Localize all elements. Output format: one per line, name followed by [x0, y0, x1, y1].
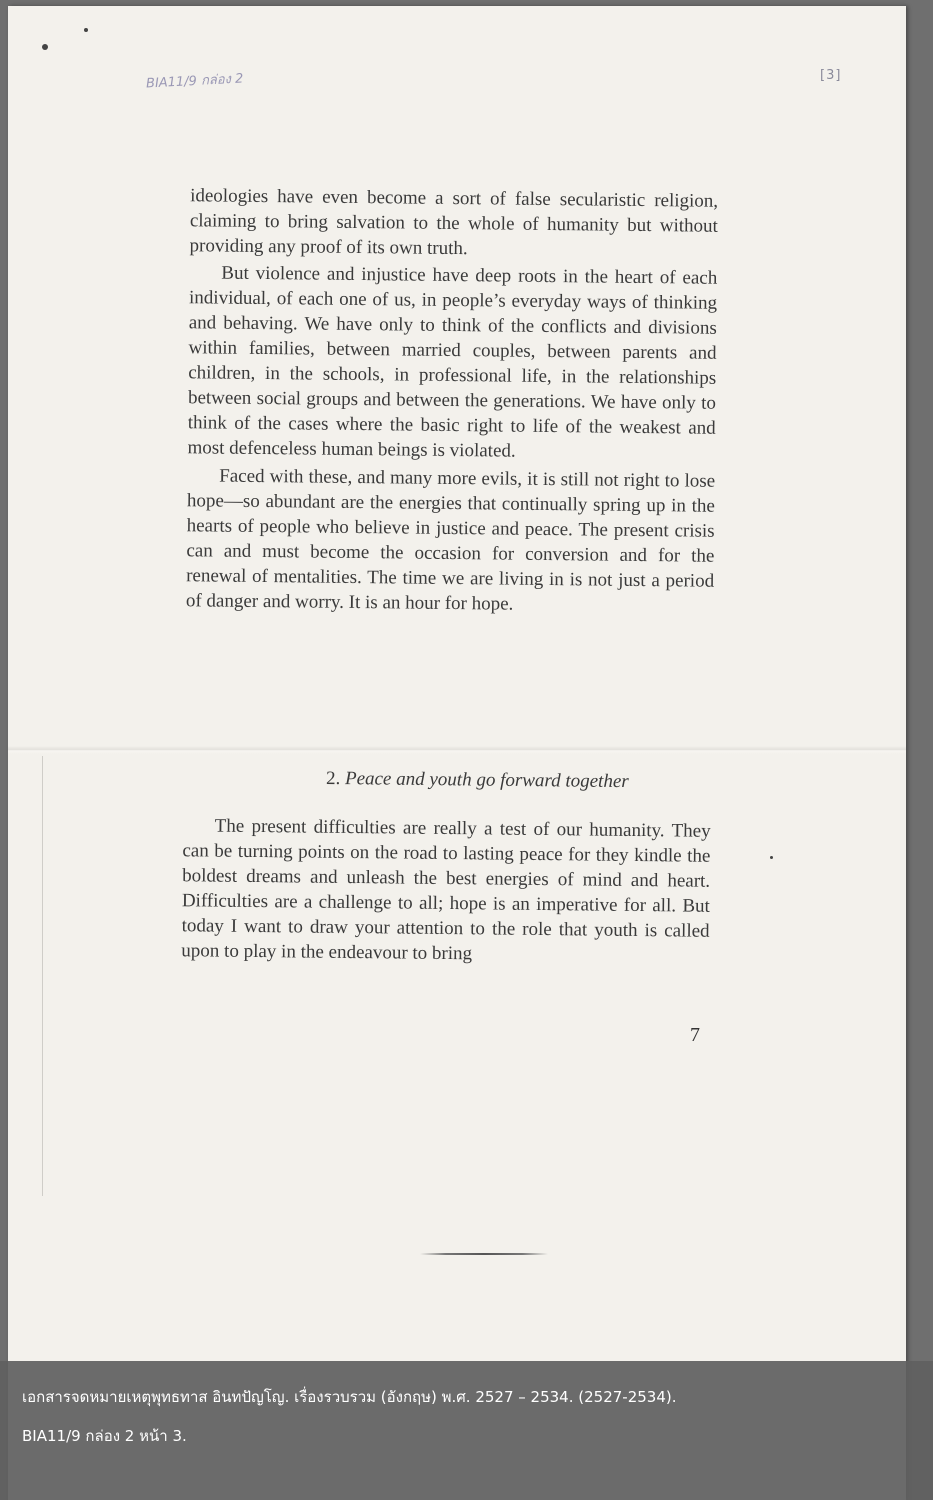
caption-reference: BIA11/9 กล่อง 2 หน้า 3.: [22, 1427, 187, 1445]
handwritten-archive-reference: BIA11/9 กล่อง 2: [145, 71, 244, 92]
section-title: Peace and youth go forward together: [344, 768, 629, 793]
body-text-top: [186, 183, 718, 619]
paragraph: But violence and injustice have deep roots in the heart of each individual, of each one of us, in people’s everyday ways of thinking and behaving. We have only to think of the conflicts and divisions within families, between married couples, between parents and children, in the schools, in professional life, in the relationships between social groups and between the generations. We have only to think of the cases where the basic right to life of the weakest and most defenceless human beings is violated.: [187, 262, 718, 462]
speck-mark: [84, 28, 88, 32]
speck-mark: [770, 856, 773, 859]
page-number: 7: [690, 1024, 700, 1046]
archive-caption-bar: [0, 1361, 933, 1500]
body-text-bottom: [181, 813, 711, 969]
archive-page-marker: [3]: [820, 68, 842, 83]
bottom-rule: [420, 1253, 548, 1255]
paragraph: Faced with these, and many more evils, it is still not right to lose hope—so abundant are the energies that continually spring up in the hearts of people who believe in justice and peace. The present crisis can and must become the occasion for conversion and for the renewal of mentalities. The time we are living in is not just a period of danger and worry. It is an hour for hope.: [185, 465, 716, 615]
section-heading: [326, 768, 716, 794]
paper-edge-mark: [42, 756, 43, 1196]
section-number: 2.: [325, 767, 341, 790]
caption-title: เอกสารจดหมายเหตุพุทธทาส อินทปัญโญ. เรื่องรวบรวม (อังกฤษ) พ.ศ. 2527 – 2534. (2527-2534).: [22, 1388, 677, 1406]
hole-punch-mark: [42, 44, 48, 50]
paragraph: The present difficulties are really a test of our humanity. They can be turning points on the road to lasting peace for they kindle the boldest dreams and unleash the best energies of mind and heart. Difficulties are a challenge to all; hope is an imperative for all. But today I want to draw your attention to the role that youth is called upon to play in the endeavour to bring: [181, 815, 711, 965]
paper-fold-crease: [8, 746, 906, 754]
paragraph: ideologies have even become a sort of false secularistic religion, claiming to bring salvation to the whole of humanity but without providing any proof of its own truth.: [189, 185, 719, 260]
